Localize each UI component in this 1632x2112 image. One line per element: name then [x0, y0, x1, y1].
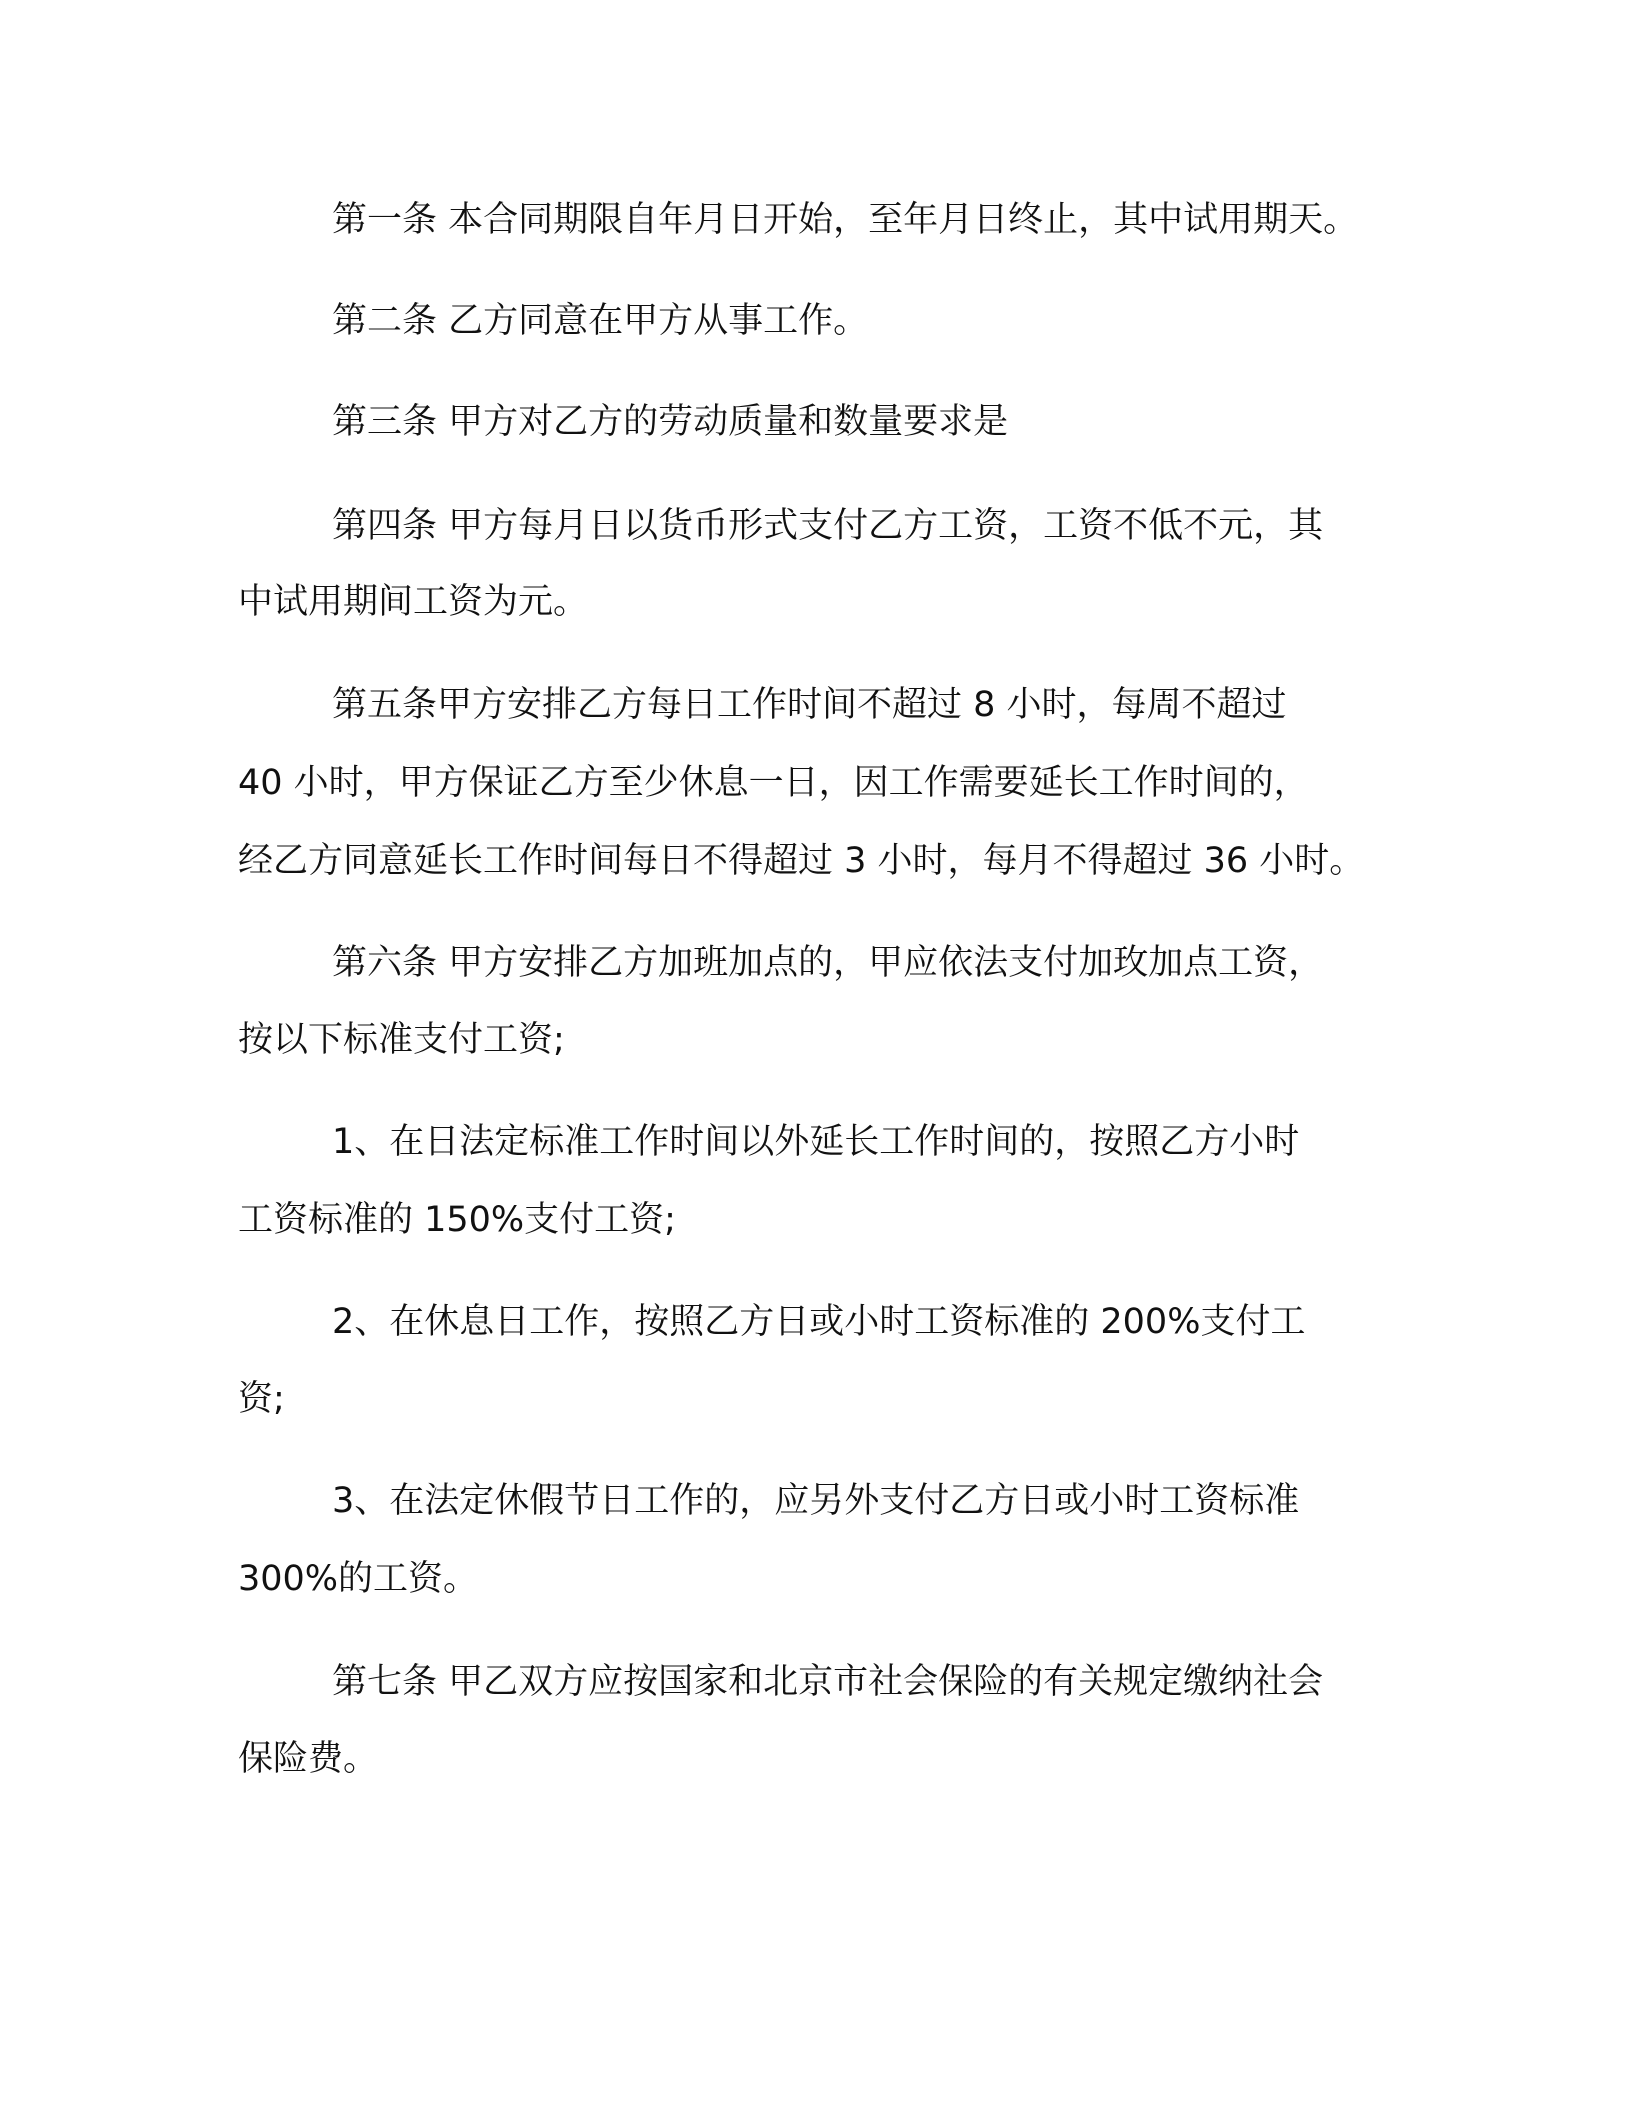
article-5-line-2: 40 小时，甲方保证乙方至少休息一日，因工作需要延长工作时间的，: [238, 763, 1309, 803]
article-2-line-1: 第二条 乙方同意在甲方从事工作。: [332, 301, 869, 341]
article-6-line-1: 第六条 甲方安排乙方加班加点的，甲应依法支付加玫加点工资，: [332, 943, 1324, 983]
item-1-line-1: 1、在日法定标准工作时间以外延长工作时间的，按照乙方小时: [332, 1122, 1300, 1162]
article-3-line-1: 第三条 甲方对乙方的劳动质量和数量要求是: [332, 402, 1009, 442]
item-3-line-2: 300%的工资。: [238, 1559, 479, 1599]
article-1-line-1: 第一条 本合同期限自年月日开始，至年月日终止，其中试用期天。: [332, 200, 1359, 240]
item-2-line-1: 2、在休息日工作，按照乙方日或小时工资标准的 200%支付工: [332, 1302, 1306, 1342]
article-4-line-2: 中试用期间工资为元。: [238, 582, 589, 622]
item-3-line-1: 3、在法定休假节日工作的，应另外支付乙方日或小时工资标准: [332, 1481, 1300, 1521]
article-6-line-2: 按以下标准支付工资;: [238, 1020, 565, 1060]
article-7-line-2: 保险费。: [238, 1739, 379, 1779]
article-4-line-1: 第四条 甲方每月日以货币形式支付乙方工资，工资不低不元，其: [332, 506, 1324, 546]
article-5-line-1: 第五条甲方安排乙方每日工作时间不超过 8 小时，每周不超过: [332, 685, 1287, 725]
item-1-line-2: 工资标准的 150%支付工资;: [238, 1200, 676, 1240]
article-5-line-3: 经乙方同意延长工作时间每日不得超过 3 小时，每月不得超过 36 小时。: [238, 841, 1365, 881]
item-2-line-2: 资;: [238, 1379, 285, 1419]
article-7-line-1: 第七条 甲乙双方应按国家和北京市社会保险的有关规定缴纳社会: [332, 1662, 1324, 1702]
